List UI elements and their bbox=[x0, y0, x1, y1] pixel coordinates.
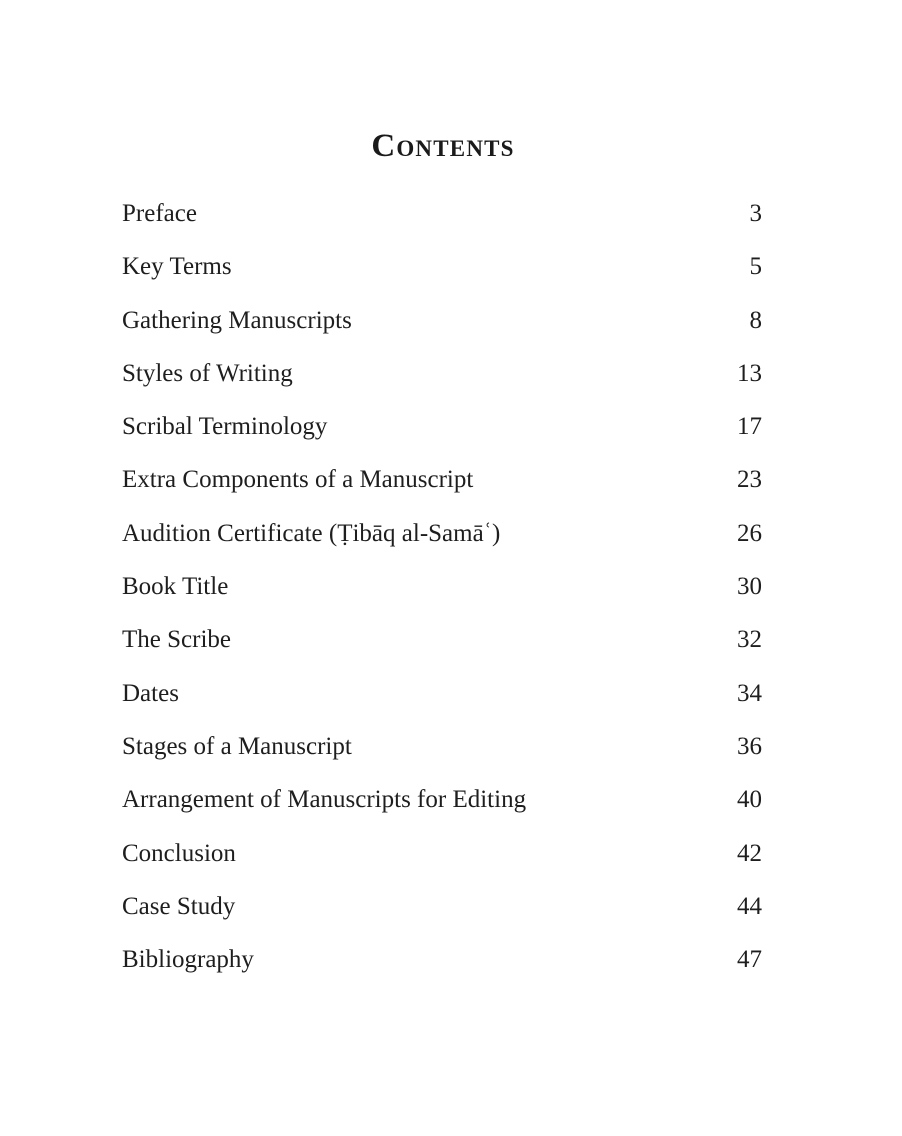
toc-entry-page-number: 8 bbox=[749, 306, 762, 334]
toc-entry-page-number: 3 bbox=[749, 200, 762, 227]
toc-entry-label: Styles of Writing bbox=[122, 359, 293, 387]
table-of-contents bbox=[122, 192, 762, 991]
toc-entry-dates bbox=[122, 672, 762, 725]
toc-entry-the-scribe bbox=[122, 618, 762, 671]
toc-entry-label: Scribal Terminology bbox=[122, 413, 328, 441]
toc-entry-conclusion bbox=[122, 832, 762, 885]
toc-entry-label: Audition Certificate (Ṭibāq al-Samāʿ) bbox=[122, 519, 501, 547]
toc-entry-label: Conclusion bbox=[122, 839, 236, 867]
toc-entry-label: Case Study bbox=[122, 892, 236, 920]
toc-entry-label: Arrangement of Manuscripts for Editing bbox=[122, 786, 527, 814]
page-title: Contents bbox=[371, 128, 515, 164]
toc-entry-label: Stages of a Manuscript bbox=[122, 732, 352, 760]
toc-entry-page-number: 13 bbox=[737, 359, 762, 387]
toc-entry-extra-components bbox=[122, 458, 762, 511]
toc-entry-page-number: 34 bbox=[737, 679, 762, 707]
toc-entry-gathering-manuscripts bbox=[122, 299, 762, 352]
toc-entry-label: Key Terms bbox=[122, 253, 232, 281]
toc-entry-scribal-terminology bbox=[122, 405, 762, 458]
toc-entry-preface bbox=[122, 192, 762, 245]
toc-entry-page-number: 44 bbox=[737, 892, 762, 920]
toc-entry-label: Gathering Manuscripts bbox=[122, 306, 352, 334]
toc-entry-label: Book Title bbox=[122, 573, 229, 601]
toc-entry-styles-of-writing bbox=[122, 352, 762, 405]
toc-entry-label: The Scribe bbox=[122, 626, 231, 654]
toc-entry-stages-of-a-manuscript bbox=[122, 725, 762, 778]
toc-entry-label: Dates bbox=[122, 679, 179, 707]
toc-entry-page-number: 23 bbox=[737, 466, 762, 494]
toc-entry-page-number: 47 bbox=[737, 946, 762, 974]
toc-entry-page-number: 32 bbox=[737, 626, 762, 654]
toc-entry-label: Extra Components of a Manuscript bbox=[122, 466, 474, 494]
toc-entry-page-number: 17 bbox=[737, 413, 762, 441]
toc-entry-audition-certificate bbox=[122, 512, 762, 565]
toc-entry-label: Bibliography bbox=[122, 946, 254, 974]
toc-entry-book-title bbox=[122, 565, 762, 618]
toc-entry-page-number: 26 bbox=[737, 519, 762, 547]
toc-entry-page-number: 30 bbox=[737, 573, 762, 601]
toc-entry-page-number: 36 bbox=[737, 732, 762, 760]
toc-entry-key-terms bbox=[122, 245, 762, 298]
toc-entry-page-number: 42 bbox=[737, 839, 762, 867]
toc-entry-bibliography bbox=[122, 938, 762, 991]
toc-entry-page-number: 5 bbox=[749, 253, 762, 281]
toc-entry-arrangement-of-manuscripts bbox=[122, 778, 762, 831]
toc-entry-case-study bbox=[122, 885, 762, 938]
toc-entry-page-number: 40 bbox=[737, 786, 762, 814]
toc-entry-label: Preface bbox=[122, 200, 197, 227]
